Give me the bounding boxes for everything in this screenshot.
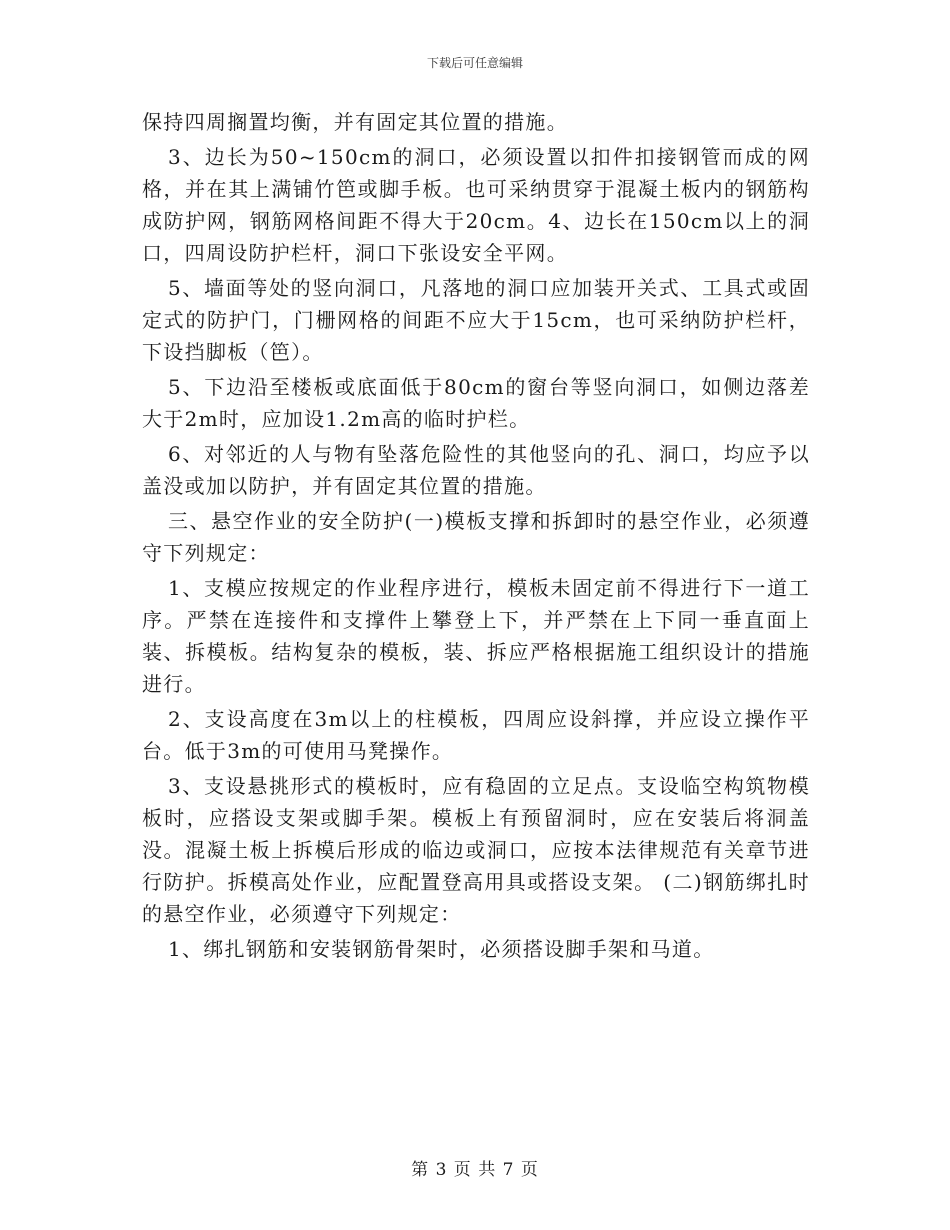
paragraph-item-5a: 5、墙面等处的竖向洞口，凡落地的洞口应加装开关式、工具式或固定式的防护门，门栅网格的间距不应大于15cm，也可采纳防护栏杆，下设挡脚板（笆）。 bbox=[142, 276, 810, 364]
paragraph-rule-1: 1、支模应按规定的作业程序进行，模板未固定前不得进行下一道工序。严禁在连接件和支撑件上攀登上下，并严禁在上下同一垂直面上装、拆模板。结构复杂的模板，装、拆应严格根据施工组织设计的措施进行。 bbox=[142, 576, 810, 696]
paragraph-rebar-1: 1、绑扎钢筋和安装钢筋骨架时，必须搭设脚手架和马道。 bbox=[168, 937, 715, 961]
paragraph-rule-3: 3、支设悬挑形式的模板时，应有稳固的立足点。支设临空构筑物模板时，应搭设支架或脚手架。模板上有预留洞时，应在安装后将洞盖没。混凝土板上拆模后形成的临边或洞口，应按本法律规范有关章节进行防护。拆模高处作业，应配置登高用具或搭设支架。 (二)钢筋绑扎时的悬空作业，必须遵守下列规定： bbox=[142, 774, 810, 926]
paragraph-item-3: 3、边长为50~150cm的洞口，必须设置以扣件扣接钢管而成的网格，并在其上满铺竹笆或脚手板。也可采纳贯穿于混凝土板内的钢筋构成防护网，钢筋网格间距不得大于20cm。4、边长在150cm以上的洞口，四周设防护栏杆，洞口下张设安全平网。 bbox=[142, 145, 810, 265]
section-heading-3: 三、悬空作业的安全防护(一)模板支撑和拆卸时的悬空作业，必须遵守下列规定： bbox=[142, 509, 810, 565]
paragraph-rule-2: 2、支设高度在3m以上的柱模板，四周应设斜撑，并应设立操作平台。低于3m的可使用马凳操作。 bbox=[142, 707, 810, 763]
page-header: 下载后可任意编辑 bbox=[426, 56, 523, 70]
paragraph-item-5b: 5、下边沿至楼板或底面低于80cm的窗台等竖向洞口，如侧边落差大于2m时，应加设1.2m高的临时护栏。 bbox=[142, 375, 810, 431]
page-number: 第 3 页 共 7 页 bbox=[411, 1160, 539, 1180]
document-body bbox=[142, 106, 810, 968]
paragraph-item-6: 6、对邻近的人与物有坠落危险性的其他竖向的孔、洞口，均应予以盖没或加以防护，并有固定其位置的措施。 bbox=[142, 442, 810, 498]
paragraph-continuation: 保持四周搁置均衡，并有固定其位置的措施。 bbox=[142, 110, 568, 134]
